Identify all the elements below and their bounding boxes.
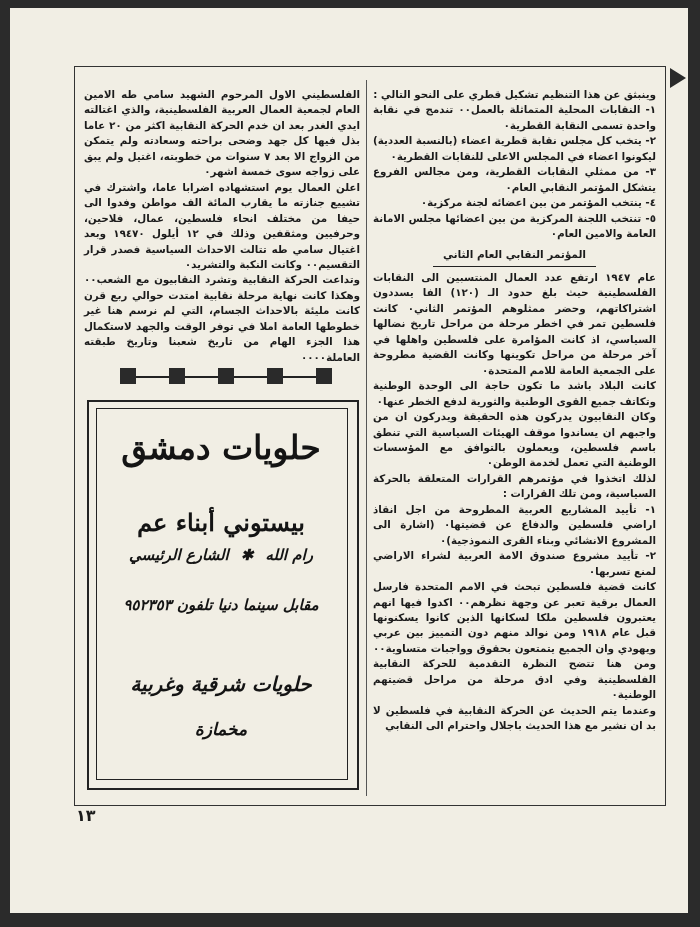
paragraph: عام ١٩٤٧ ارتفع عدد العمال المنتسبين الى النقابات الفلسطينية حيث بلغ حدود الـ (١٢٠) الفا يسددون اشتراكاتهم، وحضر ممثلوهم المؤتمر الثاني٠ كانت فلسطين تمر في اخطر مرحلة من مراحل تاريخ نضالها السياسي، اذ كانت المؤامرة على فلسطين واهلها في آخر مرحلة من مراحل تكوينها وكانت القضية مطروحة على الجمعية العامة للامم المتحدة٠ (373, 271, 656, 377)
advertisement-city: رام الله (265, 546, 313, 564)
paragraph: لذلك اتخذوا في مؤتمرهم القرارات المتعلقة بالحركة السياسية، ومن تلك القرارات : (373, 472, 656, 501)
list-item: ٢- يتخب كل مجلس نقابة قطرية اعضاء (بالنسبة العددية) ليكونوا اعضاء في المجلس الاعلى للنقابات القطرية٠ (373, 135, 656, 163)
paragraph: كانت قضية فلسطين تبحث في الامم المتحدة فارسل العمال برقية تعبر عن وجهة نظرهم٠٠ اكدوا فيها انهم يعتبرون فلسطين ملكا لسكانها الذين كانوا يسكنونها قبل عام ١٩١٨ ومن نوالد منهم دون التمييز بين عربي ويهودي وان الجميع يتمتعون بحقوق وواجبات متساوية٠٠ ومن هنا تتضح النظرة التقدمية للحركة النقابية الفلسطينية وفي ادق مرحلة من مراحل قضيتهم الوطنية٠ (373, 581, 656, 702)
paragraph: اعلن العمال يوم استشهاده اضرابا عاما، واشترك في تشييع جنازته ما يقارب المائة الف مواطن وفدوا الى حيفا من مختلف انحاء فلسطين، عمال، فلاحين، وحرفيين ومثقفين وذلك في ١٢ أيلول ١٩٤٧٠ وبعد اغتيال سامي طه تتالت الاحداث السياسية فصدر قرار التقسيم٠٠ وكانت النكبة والتشريد٠ (84, 181, 360, 271)
list-item: ١- تأييد المشاريع العربية المطروحة من اجل انقاذ اراضي فلسطين والدفاع عن قضيتها٠ (اشارة الى المشروع الانشائي وبناء القرى النموذجية)٠ (373, 503, 657, 547)
advertisement-phone: ٩٥٢٣٥٣ (123, 596, 172, 614)
list-item: ٣- من ممثلي النقابات القطرية، ومن مجالس الفروع يتشكل المؤتمر النقابي العام٠ (373, 166, 656, 194)
advertisement-tagline: حلويات شرقية وغربية (130, 672, 312, 696)
advertisement-title: حلويات دمشق (121, 428, 321, 467)
advertisement-phone-label: تلفون (176, 596, 213, 614)
left-column (84, 88, 360, 366)
square-ornament (169, 368, 185, 384)
section-heading (373, 247, 656, 267)
advertisement-location: مقابل سينما دنيا (217, 596, 319, 614)
list-item: ١- النقابات المحلية المتماثلة بالعمل٠٠ تندمج في نقابة واحدة تسمى النقابة القطرية٠ (373, 104, 657, 132)
advertisement-subtitle: بيستوني أبناء عم (137, 508, 305, 537)
advertisement-street: الشارع الرئيسي (129, 546, 229, 564)
advertisement-address (96, 546, 346, 564)
square-ornament (218, 368, 234, 384)
paragraph: وتداعت الحركة النقابية وتشرد النقابيون مع الشعب٠٠ وهكذا كانت نهاية مرحلة نقابية امتدت حوالي ربع قرن كانت مليئة بالاحداث الجسام، التي لم نرسم هنا غير خطوطها العامة املا في توفر الوقت والجهد لاستكمال هذا الجزء الهام من تاريخ شعبنا وتاريخ طبقته العاملة٠٠٠٠ (84, 274, 360, 364)
right-column (373, 88, 656, 735)
square-ornament (120, 368, 136, 384)
paragraph: وينبثق عن هذا التنظيم تشكيل قطري على النحو التالي : (373, 89, 656, 101)
advertisement-place: مخمازة (194, 720, 248, 740)
advertisement-contact (96, 596, 346, 614)
column-divider (366, 80, 367, 796)
star-icon: ✱ (240, 546, 254, 564)
square-ornament (267, 368, 283, 384)
square-ornament (316, 368, 332, 384)
paragraph: وكان النقابيون يدركون هذه الحقيقة ويدركون ان من واجبهم ان يساندوا موقف الهيئات السياسية التي تنطق باسم فلسطين، ويعملون بالتوافق مع المؤسسات الوطنية التي تعمل لخدمة الوطن٠ (373, 411, 656, 470)
decorative-separator (120, 368, 334, 386)
section-heading-text: المؤتمر النقابي العام الثاني (433, 247, 596, 267)
list-item: ٥- تنتخب اللجنة المركزية من بين اعضائها مجلس الامانة العامة والامين العام٠ (373, 212, 656, 241)
paragraph: وعندما يتم الحديث عن الحركة النقابية في فلسطين لا بد ان نشير مع هذا الحديث باجلال واحترام الى النقابي (373, 704, 656, 733)
page-arrow-icon (670, 68, 686, 88)
list-item: ٢- تأييد مشروع صندوق الامة العربية لشراء الاراضي لمنع تسربها٠ (373, 550, 656, 578)
list-item: ٤- ينتخب المؤتمر من بين اعضائه لجنة مركزية٠ (420, 197, 656, 210)
paragraph: كانت البلاد باشد ما تكون حاجة الى الوحدة الوطنية وتكاتف جميع القوى الوطنية والثورية لدفع الخطر عنها٠ (373, 380, 656, 408)
paragraph: الفلسطيني الاول المرحوم الشهيد سامي طه الامين العام لجمعية العمال العربية الفلسطينية، والذي اغتالته ايدي الغدر بعد ان خدم الحركة النقابية اكثر من ٢٠ عاما بذل فيها كل جهد وضحى براحته وسعادته ولم يتمكن من الزواج الا بعد ٧ سنوات من خطوبته، اغتيل ولم يبق على زواجه سوى خمسة اشهر٠ (84, 89, 360, 179)
page-number: ١٣ (76, 806, 96, 825)
